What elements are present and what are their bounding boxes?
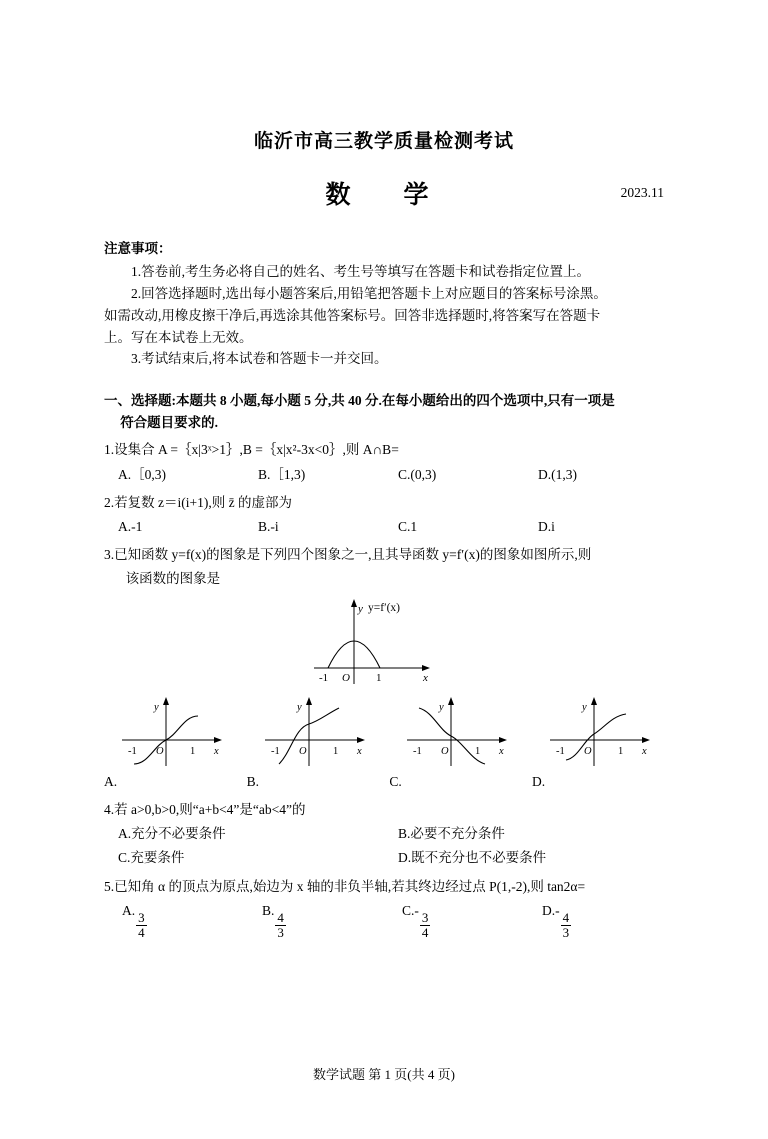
notice-item: 1.答卷前,考生务必将自己的姓名、考生号等填写在答题卡和试卷指定位置上。	[131, 264, 590, 279]
question-2-options	[104, 515, 664, 538]
option-b-label: B.	[262, 902, 275, 918]
option-c[interactable]: C.1	[398, 519, 418, 535]
option-b[interactable]: B.-i	[258, 519, 279, 535]
choice-graph-c[interactable]	[389, 694, 521, 793]
derivative-graph-svg	[284, 596, 484, 688]
question-3-text: 已知函数 y=f(x)的图象是下列四个图象之一,且其导函数 y=f′(x)的图象如图所示,则	[114, 547, 592, 563]
svg-text:x: x	[214, 745, 219, 757]
option-c-fraction: $\frac{3}{4}$	[421, 910, 429, 940]
question-3	[104, 543, 664, 793]
option-c[interactable]: C.充要条件	[118, 850, 185, 866]
option-a[interactable]: A.-1	[118, 519, 143, 535]
svg-text:y: y	[296, 701, 302, 713]
choice-graph-d-svg	[532, 694, 664, 770]
svg-text:O: O	[342, 671, 350, 684]
choice-graph-c-svg	[389, 694, 521, 770]
svg-text:x: x	[641, 745, 647, 757]
question-5-options	[104, 899, 664, 940]
svg-text:y: y	[581, 701, 587, 713]
option-d[interactable]: D.(1,3)	[538, 466, 577, 482]
exam-date: 2023.11	[620, 185, 664, 200]
choice-graph-d[interactable]	[532, 694, 664, 793]
subject-name: 数 学	[325, 182, 443, 209]
choice-graph-a-label: A.	[104, 773, 118, 789]
svg-text:-1: -1	[555, 745, 565, 757]
question-1-text: 设集合 A =｛x|3ˣ>1｝,B =｛x|x²-3x<0｝,则 A∩B=	[114, 442, 399, 458]
option-d[interactable]: D.i	[538, 519, 555, 535]
option-d[interactable]: D.既不充分也不必要条件	[398, 850, 547, 866]
notice-item: 3.考试结束后,将本试卷和答题卡一并交回。	[131, 351, 388, 367]
option-c-sign: -	[414, 902, 419, 918]
notice-list	[104, 261, 664, 370]
svg-text:-1: -1	[270, 745, 280, 757]
notice-item: 上。写在本试卷上无效。	[104, 329, 253, 345]
svg-text:1: 1	[332, 745, 338, 757]
page-title: 临沂市高三教学质量检测考试	[253, 131, 514, 152]
question-4-text: 若 a>0,b>0,则“a+b<4”是“ab<4”的	[114, 802, 306, 818]
option-c[interactable]: C.(0,3)	[398, 466, 437, 482]
option-a[interactable]: A.［0,3)	[118, 466, 166, 482]
question-5-stem	[104, 875, 664, 898]
option-a-label: A.	[122, 902, 136, 918]
question-2-number: 2.	[104, 494, 115, 510]
svg-text:y=f′(x): y=f′(x)	[368, 601, 400, 614]
option-d-label: D.	[542, 902, 556, 918]
svg-text:x: x	[499, 745, 504, 757]
svg-text:-1: -1	[319, 671, 329, 684]
choice-graph-c-label: C.	[389, 773, 402, 789]
option-a[interactable]	[104, 899, 244, 940]
question-4-number: 4.	[104, 802, 115, 818]
question-3-stem-cont: 该函数的图象是	[125, 570, 221, 586]
exam-page	[0, 126, 768, 1139]
option-b[interactable]	[244, 899, 384, 940]
question-2	[104, 491, 664, 538]
choice-graph-a[interactable]	[104, 694, 236, 793]
section-heading	[104, 390, 664, 433]
svg-text:1: 1	[475, 745, 481, 757]
svg-text:-1: -1	[413, 745, 423, 757]
question-3-number: 3.	[104, 547, 115, 563]
svg-text:O: O	[298, 745, 307, 757]
svg-text:1: 1	[376, 671, 382, 684]
section-heading-line2: 符合题目要求的.	[120, 414, 219, 430]
choice-graph-b-label: B.	[246, 773, 260, 789]
question-4	[104, 798, 664, 870]
question-2-stem	[104, 491, 664, 514]
question-5	[104, 875, 664, 940]
derivative-graph	[284, 596, 484, 688]
svg-text:x: x	[423, 671, 428, 684]
question-1	[104, 438, 664, 485]
notice-title: 注意事项：	[104, 241, 172, 256]
question-3-stem	[104, 543, 664, 566]
question-1-number: 1.	[104, 442, 115, 458]
svg-text:x: x	[356, 745, 362, 757]
question-3-choice-graphs	[104, 694, 664, 793]
svg-text:1: 1	[617, 745, 624, 757]
svg-text:O: O	[441, 745, 449, 757]
page-footer: 数学试题 第 1 页(共 4 页)	[313, 1067, 455, 1082]
option-b-fraction: $\frac{4}{3}$	[277, 910, 284, 940]
option-c[interactable]	[384, 899, 524, 940]
option-b[interactable]: B.必要不充分条件	[398, 826, 505, 842]
question-4-stem	[104, 798, 664, 821]
question-4-options-row2	[104, 846, 664, 869]
subject-row	[104, 175, 664, 209]
svg-text:1: 1	[190, 745, 196, 757]
question-4-options-row1	[104, 822, 664, 845]
section-heading-line1: 一、选择题:本题共 8 小题,每小题 5 分,共 40 分.在每小题给出的四个选项中,只有一项是	[104, 393, 615, 409]
notice-item: 如需改动,用橡皮擦干净后,再选涂其他答案标号。回答非选择题时,将答案写在答题卡	[104, 307, 601, 323]
option-d-sign: -	[555, 902, 560, 918]
svg-text:y: y	[439, 701, 444, 713]
question-1-stem	[104, 438, 664, 461]
option-c-label: C.	[402, 902, 415, 918]
choice-graph-a-svg	[104, 694, 236, 770]
svg-text:O: O	[583, 745, 592, 757]
choice-graph-b-svg	[247, 694, 379, 770]
question-2-text: 若复数 z＝i(i+1),则 z̄ 的虚部为	[114, 494, 292, 510]
svg-text:y: y	[154, 701, 159, 713]
question-1-options	[104, 463, 664, 486]
question-5-number: 5.	[104, 878, 115, 894]
option-a-fraction: $\frac{3}{4}$	[138, 910, 145, 940]
option-d[interactable]	[524, 899, 664, 940]
choice-graph-d-label: D.	[531, 773, 546, 789]
option-b[interactable]: B.［1,3)	[258, 466, 306, 482]
svg-text:y: y	[358, 602, 363, 615]
option-a[interactable]: A.充分不必要条件	[118, 826, 226, 842]
svg-text:O: O	[156, 745, 164, 757]
svg-text:-1: -1	[128, 745, 137, 757]
option-d-fraction: $\frac{4}{3}$	[562, 910, 570, 940]
choice-graph-b[interactable]	[247, 694, 379, 793]
notice-item: 2.回答选择题时,选出每小题答案后,用铅笔把答题卡上对应题目的答案标号涂黑。	[131, 285, 607, 301]
question-5-text: 已知角 α 的顶点为原点,始边为 x 轴的非负半轴,若其终边经过点 P(1,-2),则 tan2α=	[114, 878, 586, 894]
